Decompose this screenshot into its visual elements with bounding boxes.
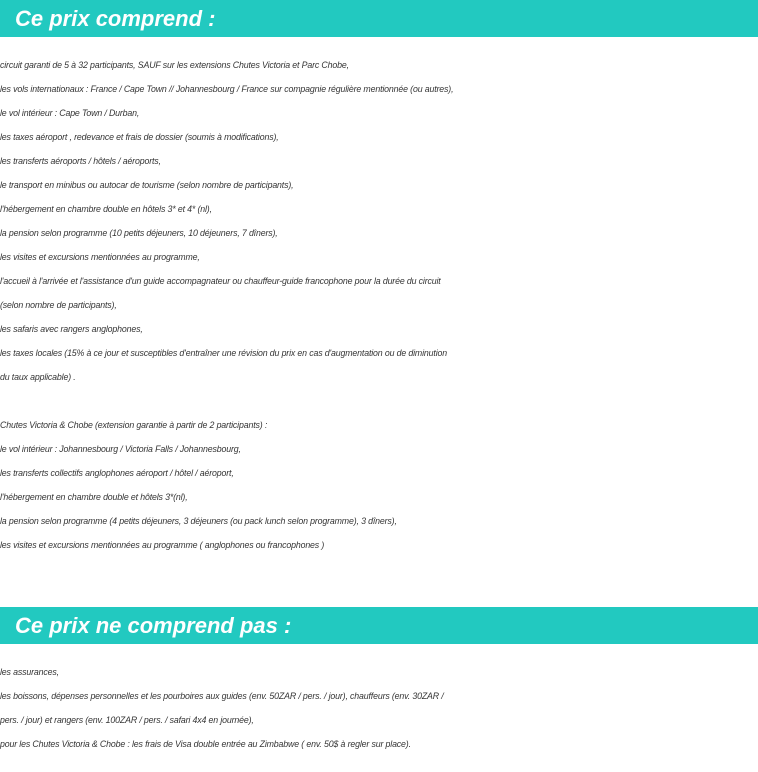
- included-section-header: Ce prix comprend :: [0, 0, 758, 37]
- list-item: les boissons, dépenses personnelles et les pourboires aux guides (env. 50ZAR / pers. / jour), chauffeurs (env. 30ZAR /: [0, 691, 444, 701]
- list-item: les visites et excursions mentionnées au programme ( anglophones ou francophones ): [0, 540, 325, 550]
- list-item: les visites et excursions mentionnées au programme,: [0, 252, 200, 262]
- list-item: le vol intérieur : Cape Town / Durban,: [0, 108, 140, 118]
- list-item: l'hébergement en chambre double et hôtels 3*(nl),: [0, 492, 188, 502]
- list-item: circuit garanti de 5 à 32 participants, SAUF sur les extensions Chutes Victoria et Parc Chobe,: [0, 60, 349, 70]
- excluded-section-header: Ce prix ne comprend pas :: [0, 607, 758, 644]
- list-item: l'accueil à l'arrivée et l'assistance d'un guide accompagnateur ou chauffeur-guide francophone pour la durée du circuit: [0, 276, 441, 286]
- list-item: les transferts aéroports / hôtels / aéroports,: [0, 156, 161, 166]
- list-item: la pension selon programme (4 petits déjeuners, 3 déjeuners (ou pack lunch selon programme), 3 dîners),: [0, 516, 397, 526]
- extension-list: [0, 413, 758, 557]
- excluded-list: [0, 660, 758, 756]
- list-item: les safaris avec rangers anglophones,: [0, 324, 143, 334]
- list-item: les vols internationaux : France / Cape Town // Johannesbourg / France sur compagnie régulière mentionnée (ou autres),: [0, 84, 454, 94]
- list-item: les taxes aéroport , redevance et frais de dossier (soumis à modifications),: [0, 132, 279, 142]
- list-item: (selon nombre de participants),: [0, 300, 117, 310]
- list-item: le vol intérieur : Johannesbourg / Victoria Falls / Johannesbourg,: [0, 444, 241, 454]
- list-item: le transport en minibus ou autocar de tourisme (selon nombre de participants),: [0, 180, 294, 190]
- list-item: les taxes locales (15% à ce jour et susceptibles d'entraîner une révision du prix en cas d'augmentation ou de diminution: [0, 348, 447, 358]
- list-item: les assurances,: [0, 667, 59, 677]
- list-item: les transferts collectifs anglophones aéroport / hôtel / aéroport,: [0, 468, 234, 478]
- list-item: du taux applicable) .: [0, 372, 76, 382]
- list-item: pour les Chutes Victoria & Chobe : les frais de Visa double entrée au Zimbabwe ( env. 50$ à regler sur place).: [0, 739, 411, 749]
- list-item: l'hébergement en chambre double en hôtels 3* et 4* (nl),: [0, 204, 212, 214]
- list-item: pers. / jour) et rangers (env. 100ZAR / pers. / safari 4x4 en journée),: [0, 715, 254, 725]
- extension-heading: Chutes Victoria & Chobe (extension garantie à partir de 2 participants) :: [0, 420, 268, 430]
- included-list: [0, 53, 758, 389]
- list-item: la pension selon programme (10 petits déjeuners, 10 déjeuners, 7 dîners),: [0, 228, 278, 238]
